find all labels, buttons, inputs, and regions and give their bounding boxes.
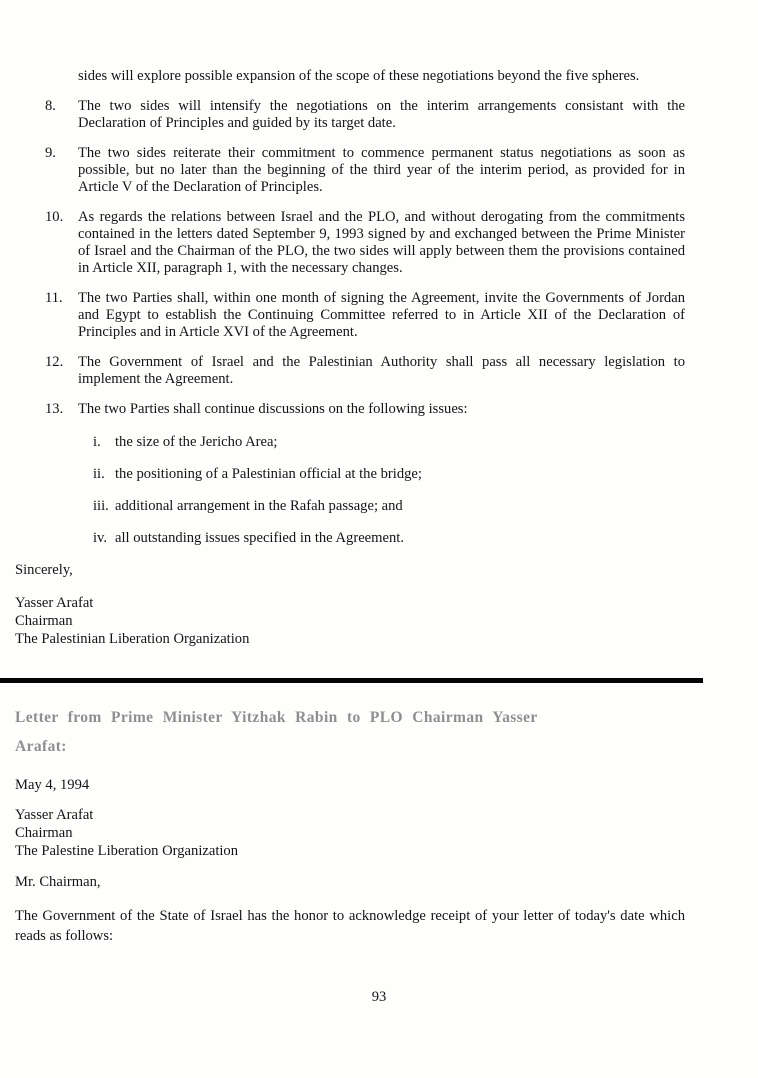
item-number: 8. bbox=[45, 98, 56, 114]
page-number: 93 bbox=[371, 989, 387, 1005]
list-item bbox=[45, 209, 685, 277]
letter-heading-line: Letter from Prime Minister Yitzhak Rabin to PLO Chairman Yasser bbox=[15, 709, 538, 726]
sub-list-item bbox=[45, 530, 685, 547]
second-letter-section bbox=[0, 683, 758, 946]
addressee-line: Yasser Arafat bbox=[15, 807, 94, 823]
item-text: additional arrangement in the Rafah passage; and bbox=[115, 498, 403, 514]
item-number: iv. bbox=[93, 530, 108, 546]
list-item bbox=[45, 401, 685, 418]
continuation-paragraph: sides will explore possible expansion of the scope of these negotiations beyond the five spheres. bbox=[78, 68, 640, 84]
sub-list bbox=[45, 434, 685, 547]
item-number: 12. bbox=[45, 354, 64, 370]
item-text: The two Parties shall, within one month of signing the Agreement, invite the Governments of Jordan and Egypt to establish the Continuing Committee referred to in Article XII of the Declaration of Principles and in Article XVI of the Agreement. bbox=[78, 290, 685, 340]
sub-list-item bbox=[45, 434, 685, 451]
item-number: 11. bbox=[45, 290, 63, 306]
closing-section bbox=[0, 562, 758, 648]
item-text: The two Parties shall continue discussions on the following issues: bbox=[78, 401, 468, 417]
signature-line: Yasser Arafat bbox=[15, 595, 94, 611]
item-text: The two sides reiterate their commitment to commence permanent status negotiations as soon as possible, but no later than the beginning of the third year of the interim period, as provided for in Article V of the Declaration of Principles. bbox=[78, 145, 685, 195]
list-item bbox=[45, 145, 685, 196]
item-number: iii. bbox=[93, 498, 109, 514]
item-text: the size of the Jericho Area; bbox=[115, 434, 278, 450]
item-number: i. bbox=[93, 434, 101, 450]
list-item bbox=[45, 98, 685, 132]
letter-date: May 4, 1994 bbox=[15, 777, 90, 793]
letter-body: The Government of the State of Israel has the honor to acknowledge receipt of your letter of today's date which reads as follows: bbox=[15, 908, 685, 944]
item-number: 9. bbox=[45, 145, 56, 161]
letter-heading bbox=[15, 703, 685, 761]
item-text: The Government of Israel and the Palestinian Authority shall pass all necessary legislation to implement the Agreement. bbox=[78, 354, 685, 387]
list-item bbox=[45, 290, 685, 341]
sub-list-item bbox=[45, 466, 685, 483]
item-text: all outstanding issues specified in the Agreement. bbox=[115, 530, 404, 546]
sub-list-item bbox=[45, 498, 685, 515]
item-text: the positioning of a Palestinian official at the bridge; bbox=[115, 466, 422, 482]
item-number: 10. bbox=[45, 209, 64, 225]
signature-line: The Palestinian Liberation Organization bbox=[15, 631, 250, 647]
addressee-line: The Palestine Liberation Organization bbox=[15, 843, 239, 859]
salutation: Mr. Chairman, bbox=[15, 874, 101, 890]
list-item bbox=[45, 354, 685, 388]
item-number: ii. bbox=[93, 466, 105, 482]
item-number: 13. bbox=[45, 401, 64, 417]
signature-line: Chairman bbox=[15, 613, 73, 629]
signature-block bbox=[15, 594, 685, 648]
item-text: As regards the relations between Israel and the PLO, and without derogating from the commitments contained in the letters dated September 9, 1993 signed by and exchanged between the Prime Minister of Israel and the Chairman of the PLO, the two sides will apply between them the provisions contained in Article XII, paragraph 1, with the necessary changes. bbox=[78, 209, 685, 276]
addressee-block bbox=[15, 806, 685, 860]
closing-text: Sincerely, bbox=[15, 562, 73, 578]
addressee-line: Chairman bbox=[15, 825, 73, 841]
letter-heading-line: Arafat: bbox=[15, 738, 67, 755]
item-text: The two sides will intensify the negotiations on the interim arrangements consistant with the Declaration of Principles and guided by its target date. bbox=[78, 98, 685, 131]
